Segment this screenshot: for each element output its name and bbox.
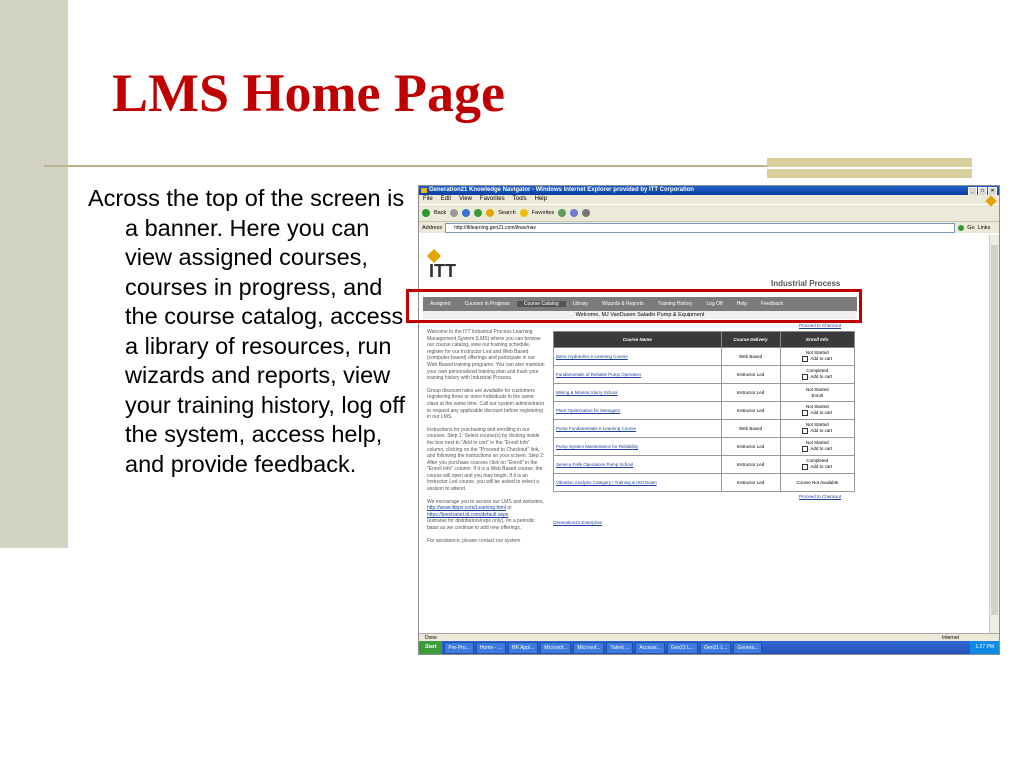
intro-text — [427, 329, 545, 544]
scroll-thumb[interactable] — [991, 245, 998, 615]
extranet-link[interactable]: https://ipextranet.itt.com/default.aspx — [427, 511, 509, 518]
course-name-link[interactable]: Pump Fundamentals e-Learning Course — [556, 426, 637, 431]
banner-highlight-box — [406, 289, 862, 323]
enroll-status: Not Started — [805, 422, 829, 428]
table-row — [554, 420, 855, 438]
course-delivery: Instructor Led — [721, 438, 780, 456]
minimize-icon[interactable]: _ — [968, 187, 977, 196]
menu-view[interactable]: View — [459, 196, 472, 202]
table-row — [554, 348, 855, 366]
taskbar-item[interactable]: Microsof... — [573, 642, 604, 654]
go-arrow-icon[interactable] — [958, 225, 964, 231]
maximize-icon[interactable]: □ — [978, 187, 987, 196]
course-delivery: Instructor Led — [721, 474, 780, 492]
proceed-to-checkout-link[interactable]: Proceed to Checkout — [799, 323, 842, 328]
clock: 1:27 PM — [970, 641, 999, 654]
proceed-to-checkout-link-bottom[interactable]: Proceed to Checkout — [799, 494, 842, 499]
intro-paragraph: Welcome to the ITT Industrial Process Learning Management System (LMS) where you can browse our course catalog, view our training schedule, register for our Instructor Led and Web Based (computer-based) offerings and participate in our Web Based training programs. You can also maintain your own personalized training plan and track your training history with Industrial Process. — [427, 329, 545, 382]
enroll-info — [780, 420, 854, 438]
taskbar-item[interactable]: Genera... — [733, 642, 762, 654]
header-right-title: Industrial Process — [771, 279, 841, 288]
window-title: Generation21 Knowledge Navigator - Windows Internet Explorer provided by ITT Corporation — [429, 187, 694, 193]
menu-bar — [419, 195, 999, 204]
menu-tools[interactable]: Tools — [512, 196, 527, 202]
nav-course-catalog[interactable]: Course Catalog — [517, 301, 566, 307]
course-name-link[interactable]: Vibration Analysis Category I Training & ISO Exam — [556, 480, 657, 485]
taskbar-item[interactable]: Home - ... — [476, 642, 506, 654]
nav-log-off[interactable]: Log Off — [706, 301, 723, 307]
add-to-cart-checkbox[interactable] — [802, 446, 808, 452]
enroll-info — [780, 456, 854, 474]
table-row — [554, 474, 855, 492]
table-row — [554, 438, 855, 456]
add-to-cart-checkbox[interactable] — [802, 374, 808, 380]
print-icon[interactable] — [582, 209, 590, 217]
taskbar-item[interactable]: Pre-Pro... — [444, 642, 473, 654]
add-to-cart-checkbox[interactable] — [802, 428, 808, 434]
mail-icon[interactable] — [570, 209, 578, 217]
enroll-action[interactable]: Add to cart — [810, 374, 833, 380]
add-to-cart-checkbox[interactable] — [802, 410, 808, 416]
enroll-info — [780, 348, 854, 366]
enroll-info — [780, 384, 854, 402]
nav-library[interactable]: Library — [572, 301, 588, 307]
intro-paragraph: Instructions for purchasing and enrolling in our courses. Step 1: Select course(s) by clicking inside the box next to "Add to cart" in the "Enroll Info" column, clicking on the "Proceed to Checkout" link, and following the instructions on your screen. Step 2: After you purchase courses click on "Enroll" in the "Enroll Info" column. If it is a Web Based course, the course will open and you may begin. If it is an Instructor Led course, you will be asked to select a session to attend. — [427, 426, 545, 493]
taskbar-item[interactable]: HR Appl... — [508, 642, 539, 654]
refresh-icon[interactable] — [474, 209, 482, 217]
accent-bar — [767, 158, 972, 178]
window-titlebar — [419, 186, 999, 195]
address-label: Address — [422, 224, 443, 231]
menu-help[interactable]: Help — [534, 196, 547, 202]
link-or: or — [507, 505, 512, 512]
enroll-status: Not Started — [805, 404, 829, 410]
course-delivery: Instructor Led — [721, 384, 780, 402]
history-icon[interactable] — [558, 209, 566, 217]
enroll-info — [780, 474, 854, 492]
stop-icon[interactable] — [462, 209, 470, 217]
links-label[interactable]: Links — [977, 224, 991, 231]
go-button[interactable]: Go — [967, 224, 975, 231]
taskbar-item[interactable]: Gen21 L... — [667, 642, 698, 654]
enroll-status: Not Started — [805, 440, 829, 446]
address-bar — [419, 221, 999, 233]
enroll-status: Not Started — [805, 350, 829, 356]
start-button[interactable]: Start — [419, 641, 442, 654]
enroll-info — [780, 366, 854, 384]
enroll-status: Completed — [806, 368, 829, 374]
left-decor-band — [0, 0, 68, 548]
course-name-link[interactable]: Seneca Falls Operations Pump School — [556, 462, 634, 467]
internet-zone: Internet — [942, 635, 959, 641]
course-delivery: Web Based — [721, 420, 780, 438]
enroll-status: Course Not Available — [796, 479, 839, 485]
intro-paragraph: Group discount rates are available for customers registering three or more individuals in the same class at the same time. Call our system administrator to request any applicable discount before registering in our LMS. — [427, 387, 545, 421]
course-delivery: Instructor Led — [721, 366, 780, 384]
menu-edit[interactable]: Edit — [440, 196, 452, 202]
enroll-status: Not Started — [805, 386, 829, 392]
course-name-link[interactable]: Basic Hydraulics e-Learning Course — [556, 354, 628, 359]
slide-body-text: Across the top of the screen is a banner. Here you can view assigned courses, courses in progress, and the course catalog, access a library of resources, run wizards and reports, view your training history, log off the system, access help, and provide feedback. — [88, 185, 405, 477]
course-name-link[interactable]: Fundamentals of Reliable Pump Operation — [556, 372, 642, 377]
status-bar — [419, 633, 999, 641]
star-icon[interactable] — [520, 209, 528, 217]
search-button[interactable]: Search — [498, 210, 516, 216]
course-name-link[interactable]: Plant Optimization for Managers — [556, 408, 621, 413]
learning-link[interactable]: http://www.ittpps.com/Learning.html — [427, 505, 506, 512]
enroll-action[interactable]: Add to cart — [810, 446, 833, 452]
intro-paragraph: We encourage you to access our LMS and websites, — [427, 498, 544, 505]
nav-help[interactable]: Help — [736, 301, 748, 307]
add-to-cart-checkbox[interactable] — [802, 464, 808, 470]
intro-paragraph: For assistance, please contact our system — [427, 537, 521, 544]
close-icon[interactable]: × — [988, 187, 997, 196]
windows-taskbar — [419, 641, 999, 654]
forward-arrow-icon[interactable] — [450, 209, 458, 217]
taskbar-item[interactable]: Accessi... — [635, 642, 664, 654]
table-row — [554, 456, 855, 474]
favorites-button[interactable]: Favorites — [531, 210, 555, 216]
nav-courses-in-progress[interactable]: Courses in Progress — [464, 301, 510, 307]
course-delivery: Instructor Led — [721, 456, 780, 474]
enroll-action[interactable]: Add to cart — [810, 356, 833, 362]
welcome-message: Welcome, MJ VanDusen Saladin Pump & Equipment — [423, 311, 857, 319]
vertical-scrollbar[interactable] — [989, 235, 999, 633]
address-input[interactable]: http://ittlearning.gen21.com/itnav/nav — [445, 223, 955, 233]
menu-file[interactable]: File — [423, 196, 433, 202]
enroll-info — [780, 402, 854, 420]
back-button[interactable]: Back — [434, 210, 447, 216]
enroll-action[interactable]: Enroll — [811, 392, 824, 398]
ie-icon — [421, 188, 427, 193]
intro-paragraph: (extranet for distributors/reps only), on a periodic basis as we continue to add new offerings. — [427, 518, 535, 532]
status-text: Done — [425, 635, 437, 641]
back-arrow-icon[interactable] — [422, 209, 430, 217]
course-delivery: Instructor Led — [721, 402, 780, 420]
slide-title: LMS Home Page — [112, 63, 505, 123]
itt-logo-text: ITT — [429, 261, 456, 281]
enroll-action[interactable]: Add to cart — [810, 410, 833, 416]
browser-toolbar — [419, 204, 999, 221]
table-row — [554, 384, 855, 402]
generation21-link[interactable]: Generation21 Enterprise — [553, 520, 603, 525]
enroll-action[interactable]: Add to cart — [810, 464, 833, 470]
taskbar-item[interactable]: Microsof... — [540, 642, 571, 654]
menu-favorites[interactable]: Favorites — [479, 196, 505, 202]
nav-feedback[interactable]: Feedback — [761, 301, 784, 307]
enroll-action[interactable]: Add to cart — [810, 428, 833, 434]
slide-body — [88, 184, 406, 479]
course-delivery: Web Based — [721, 348, 780, 366]
nav-wizards-reports[interactable]: Wizards & Reports — [601, 301, 644, 307]
col-course-name[interactable]: Course Name — [554, 332, 722, 348]
table-row — [554, 402, 855, 420]
nav-assigned[interactable]: Assigned — [430, 301, 451, 307]
table-row — [554, 366, 855, 384]
home-icon[interactable] — [486, 209, 494, 217]
taskbar-item[interactable]: Gen21 L... — [700, 642, 731, 654]
course-name-link[interactable]: Pump System Maintenance for Reliability — [556, 444, 639, 449]
col-enroll-info[interactable]: Enroll Info — [780, 332, 854, 348]
col-course-delivery[interactable]: Course Delivery — [721, 332, 780, 348]
taskbar-item[interactable]: Talent ... — [606, 642, 633, 654]
nav-training-history[interactable]: Training History — [657, 301, 693, 307]
lms-screenshot — [418, 185, 1000, 655]
course-table — [553, 331, 855, 492]
enroll-info — [780, 438, 854, 456]
enroll-status: Completed — [806, 458, 829, 464]
course-name-link[interactable]: Mining & Mineral Slurry School — [556, 390, 618, 395]
add-to-cart-checkbox[interactable] — [802, 356, 808, 362]
